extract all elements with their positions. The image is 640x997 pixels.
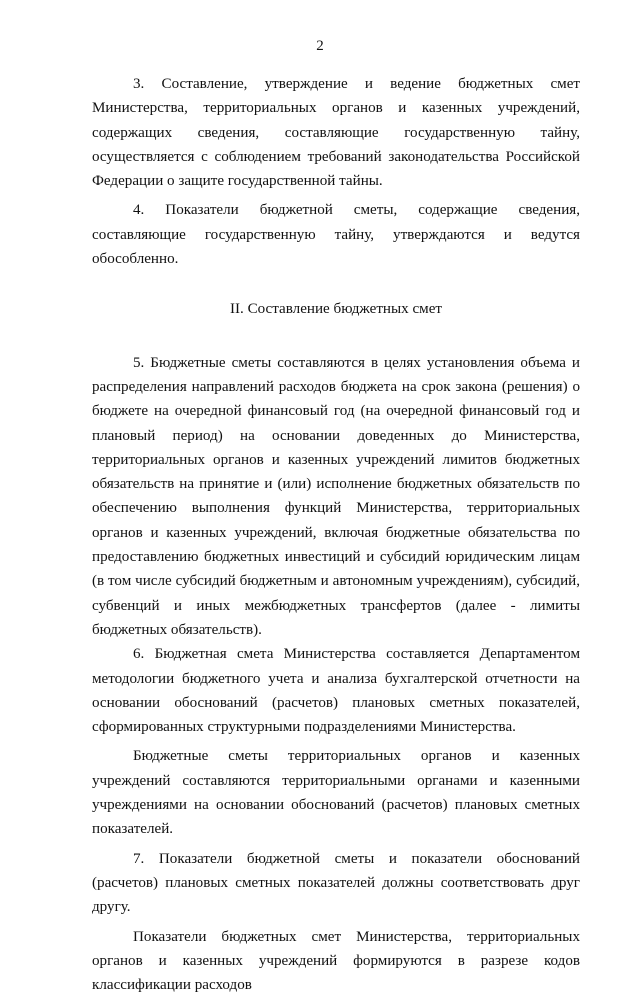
paragraph-3: 3. Составление, утверждение и ведение бюджетных смет Министерства, территориальных органов и казенных учреждений, содержащих сведения, составляющие государственную тайну, осуществляется с соблюдением требований законодательства Российской Федерации о защите государственной тайны. (92, 72, 580, 193)
paragraph-5: 5. Бюджетные сметы составляются в целях установления объема и распределения направлений расходов бюджета на срок закона (решения) о бюджете на очередной финансовый год (на очередной финансовый год и плановый период) на основании доведенных до Министерства, территориальных органов и казенных учреждений лимитов бюджетных обязательств на принятие и (или) исполнение бюджетных обязательств по обеспечению выполнения функций Министерства, территориальных органов и казенных учреждений, включая бюджетные обязательства по предоставлению бюджетных инвестиций и субсидий юридическим лицам (в том числе субсидий бюджетным и автономным учреждениям), субсидий, субвенций и иных межбюджетных трансфертов (далее - лимиты бюджетных обязательств). (92, 351, 580, 643)
paragraph-4: 4. Показатели бюджетной сметы, содержащие сведения, составляющие государственную тайну, утверждаются и ведутся обособленно. (92, 198, 580, 271)
paragraph-6: 6. Бюджетная смета Министерства составляется Департаментом методологии бюджетного учета и анализа бухгалтерской отчетности на основании обоснований (расчетов) плановых сметных показателей, сформированных структурными подразделениями Министерства. (92, 642, 580, 739)
document-body (92, 72, 580, 997)
paragraph-7-continued: Показатели бюджетных смет Министерства, территориальных органов и казенных учреждений формируются в разрезе кодов классификации расходов (92, 925, 580, 997)
page-number: 2 (0, 38, 640, 55)
section-heading: II. Составление бюджетных смет (92, 297, 580, 321)
paragraph-6-continued: Бюджетные сметы территориальных органов и казенных учреждений составляются территориальными органами и казенными учреждениями на основании обоснований (расчетов) плановых сметных показателей. (92, 744, 580, 841)
paragraph-7: 7. Показатели бюджетной сметы и показатели обоснований (расчетов) плановых сметных показателей должны соответствовать друг другу. (92, 847, 580, 920)
